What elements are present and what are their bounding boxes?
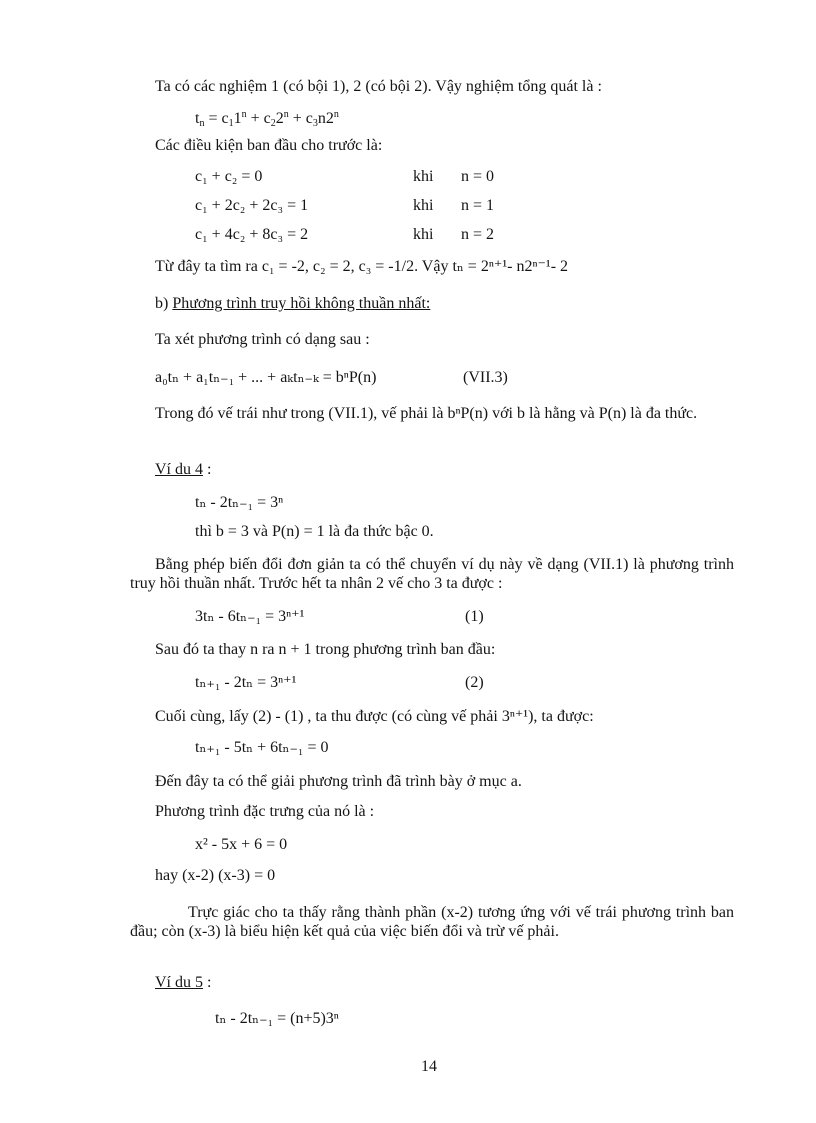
equation: tₙ₊₁ - 5tₙ + 6tₙ₋₁ = 0 [195, 739, 329, 756]
condition-n: n = 2 [461, 226, 495, 243]
equation: 3tₙ - 6tₙ₋₁ = 3ⁿ⁺¹ [195, 608, 305, 625]
text-line: thì b = 3 và P(n) = 1 là đa thức bậc 0. [195, 523, 434, 540]
equation: a₀tₙ + a₁tₙ₋₁ + ... + aₖtₙ₋ₖ = bⁿP(n) [155, 369, 377, 386]
equation: tₙ - 2tₙ₋₁ = 3ⁿ [195, 494, 284, 511]
text-line: Ta có các nghiệm 1 (có bội 1), 2 (có bội 2). Vậy nghiệm tổng quát là : [155, 78, 602, 95]
equation: x² - 5x + 6 = 0 [195, 836, 288, 853]
equation: hay (x-2) (x-3) = 0 [155, 867, 276, 884]
condition-n: n = 0 [461, 168, 495, 185]
condition-lhs: c₁ + 4c₂ + 8c₃ = 2 [195, 226, 309, 243]
text-line: Phương trình đặc trưng của nó là : [155, 803, 375, 820]
equation: tₙ₊₁ - 2tₙ = 3ⁿ⁺¹ [195, 674, 297, 691]
paragraph: Bằng phép biến đổi đơn giản ta có thể chuyển ví dụ này về dạng (VII.1) là phương trình truy hồi thuần nhất. Trước hết ta nhân 2 vế cho 3 ta được : [130, 556, 734, 593]
condition-lhs: c₁ + c₂ = 0 [195, 168, 263, 185]
condition-lhs: c₁ + 2c₂ + 2c₃ = 1 [195, 197, 309, 214]
condition-when: khi [413, 168, 434, 185]
text-line: Cuối cùng, lấy (2) - (1) , ta thu được (có cùng vế phải 3ⁿ⁺¹), ta được: [155, 708, 594, 725]
example-label: Ví du 4 [155, 461, 203, 478]
text-line: Sau đó ta thay n ra n + 1 trong phương trình ban đầu: [155, 641, 496, 658]
section-prefix: b) [155, 295, 173, 312]
example-label: Ví du 5 [155, 974, 203, 991]
condition-when: khi [413, 197, 434, 214]
section-heading [155, 295, 430, 313]
equation-tag: (VII.3) [463, 369, 508, 386]
example-heading: Ví du 4 : [155, 461, 212, 478]
general-solution-equation: $t_n = c_11^n + c_22^n + c_3n2^n$ [195, 109, 339, 129]
text-line: Các điều kiện ban đầu cho trước là: [155, 137, 383, 154]
text-line: Từ đây ta tìm ra c₁ = -2, c₂ = 2, c₃ = -1/2. Vậy tₙ = 2ⁿ⁺¹- n2ⁿ⁻¹- 2 [155, 258, 569, 275]
example-heading: Ví du 5 : [155, 974, 212, 991]
paragraph: Trong đó vế trái như trong (VII.1), vế phải là bⁿP(n) với b là hằng và P(n) là đa thức. [155, 405, 698, 422]
condition-when: khi [413, 226, 434, 243]
equation-tag: (1) [465, 608, 484, 625]
condition-n: n = 1 [461, 197, 495, 214]
paragraph: Trực giác cho ta thấy rằng thành phần (x-2) tương ứng với vế trái phương trình ban đầu; còn (x-3) là biểu hiện kết quả của việc biến đổi và trừ vế phải. [130, 904, 734, 941]
section-title: Phương trình truy hồi không thuần nhất: [172, 295, 431, 312]
page-number: 14 [421, 1058, 437, 1075]
text-line: Đến đây ta có thể giải phương trình đã trình bày ở mục a. [155, 773, 522, 790]
equation-tag: (2) [465, 674, 484, 691]
equation: tₙ - 2tₙ₋₁ = (n+5)3ⁿ [215, 1010, 339, 1027]
text-line: Ta xét phương trình có dạng sau : [155, 331, 370, 348]
